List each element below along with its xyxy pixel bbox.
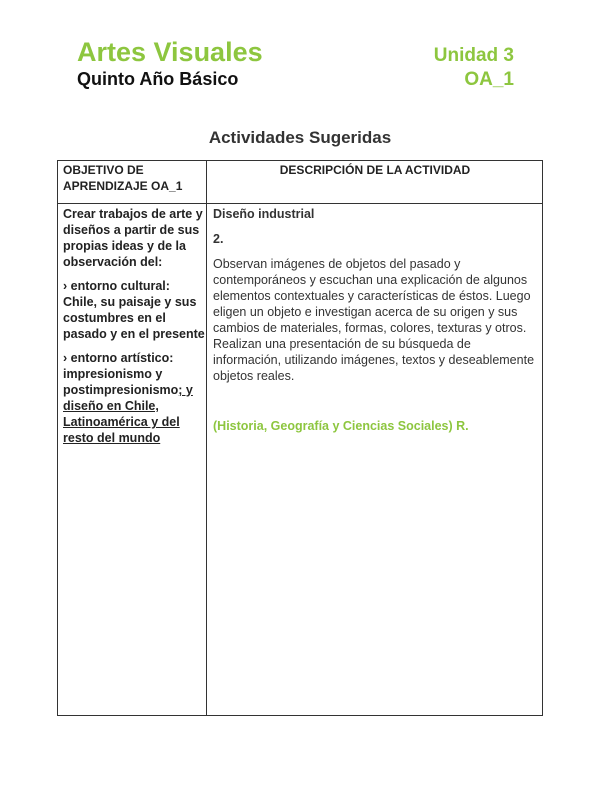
unit-label: Unidad 3	[433, 45, 514, 66]
objective-intro: Crear trabajos de arte y diseños a partir de sus propias ideas y de la observación del:	[63, 207, 203, 269]
activity-title: Diseño industrial	[213, 207, 315, 221]
activity-cell	[213, 206, 539, 434]
grade-subtitle: Quinto Año Básico	[77, 69, 239, 89]
objective-cell	[63, 206, 205, 454]
objective-item-cultural: › entorno cultural: Chile, su paisaje y sus costumbres en el pasado y en el presente	[63, 279, 205, 341]
objective-item-artistic-text: › entorno artístico: impresionismo y postimpresionismo	[63, 351, 179, 397]
subject-title: Artes Visuales	[77, 37, 263, 67]
objective-item-artistic-underlined: ; y diseño en Chile, Latinoamérica y del resto del mundo	[63, 383, 193, 445]
crossref-subject: (Historia, Geografía y Ciencias Sociales) R.	[213, 419, 469, 433]
header-description: DESCRIPCIÓN DE LA ACTIVIDAD	[279, 163, 471, 177]
section-title: Actividades Sugeridas	[208, 128, 392, 147]
activity-description: Observan imágenes de objetos del pasado y contemporáneos y escuchan una explicación de algunos elementos contextuales y características de éstos. Luego eligen un objeto e investigan acerca de su origen y sus cambios de materiales, formas, colores, texturas y otros. Realizan una presentación de su búsqueda de información, utilizando imágenes, textos y deseablemente objetos reales.	[213, 257, 535, 383]
header-right	[434, 44, 514, 92]
header-left	[77, 36, 263, 90]
header-objective: OBJETIVO DE APRENDIZAJE OA_1	[63, 163, 183, 193]
activities-table	[57, 160, 543, 716]
column-divider	[206, 161, 207, 715]
activity-number: 2.	[213, 232, 224, 246]
oa-label: OA_1	[464, 69, 514, 90]
objective-item-artistic	[63, 350, 205, 446]
